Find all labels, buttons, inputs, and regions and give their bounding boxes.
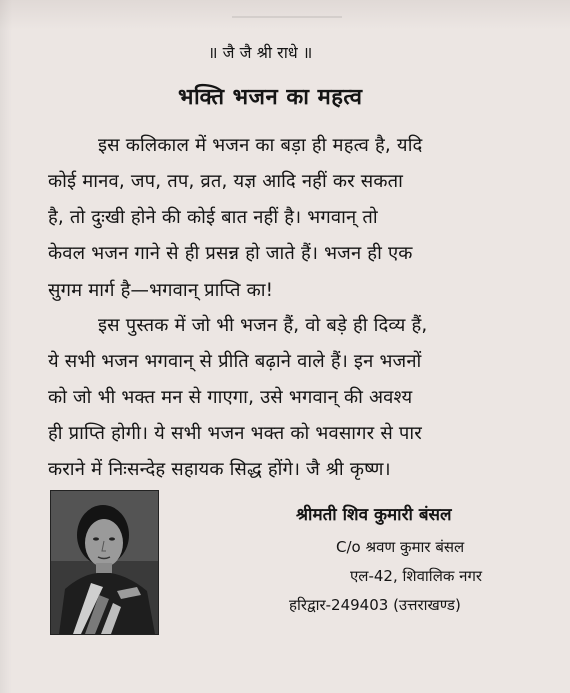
paragraph-2-line-3: को जो भी भक्त मन से गाएगा, उसे भगवान् की अवश्य: [48, 387, 413, 408]
care-of-line: C/o श्रवण कुमार बंसल: [336, 538, 465, 556]
city-pincode-line: हरिद्वार-249403 (उत्तराखण्ड): [289, 596, 461, 614]
author-portrait-icon: [51, 491, 158, 634]
paragraph-1-line-2: कोई मानव, जप, तप, व्रत, यज्ञ आदि नहीं कर सकता: [48, 171, 404, 192]
paragraph-1-line-5: सुगम मार्ग है—भगवान् प्राप्ति का!: [48, 280, 274, 301]
address-line: एल-42, शिवालिक नगर: [350, 567, 483, 585]
paragraph-1-line-4: केवल भजन गाने से ही प्रसन्न हो जाते हैं। भजन ही एक: [48, 243, 413, 264]
page-title: भक्ति भजन का महत्व: [178, 85, 363, 110]
paragraph-1-line-3: है, तो दुःखी होने की कोई बात नहीं है। भगवान् तो: [48, 207, 378, 228]
paragraph-2-line-1: इस पुस्तक में जो भी भजन हैं, वो बड़े ही दिव्य हैं,: [98, 315, 428, 336]
page-top-bleed: [0, 0, 570, 30]
page-left-shadow: [0, 0, 12, 693]
paragraph-2-line-5: कराने में निःसन्देह सहायक सिद्ध होंगे। जै श्री कृष्ण।: [48, 459, 391, 480]
author-photo: [50, 490, 159, 635]
paragraph-2-line-4: ही प्राप्ति होगी। ये सभी भजन भक्त को भवसागर से पार: [48, 423, 422, 444]
paragraph-2-line-2: ये सभी भजन भगवान् से प्रीति बढ़ाने वाले हैं। इन भजनों: [48, 351, 422, 372]
paragraph-1-line-1: इस कलिकाल में भजन का बड़ा ही महत्व है, यदि: [98, 135, 423, 156]
invocation-line: ॥ जै जै श्री राधे ॥: [208, 43, 313, 62]
author-name: श्रीमती शिव कुमारी बंसल: [296, 505, 452, 525]
